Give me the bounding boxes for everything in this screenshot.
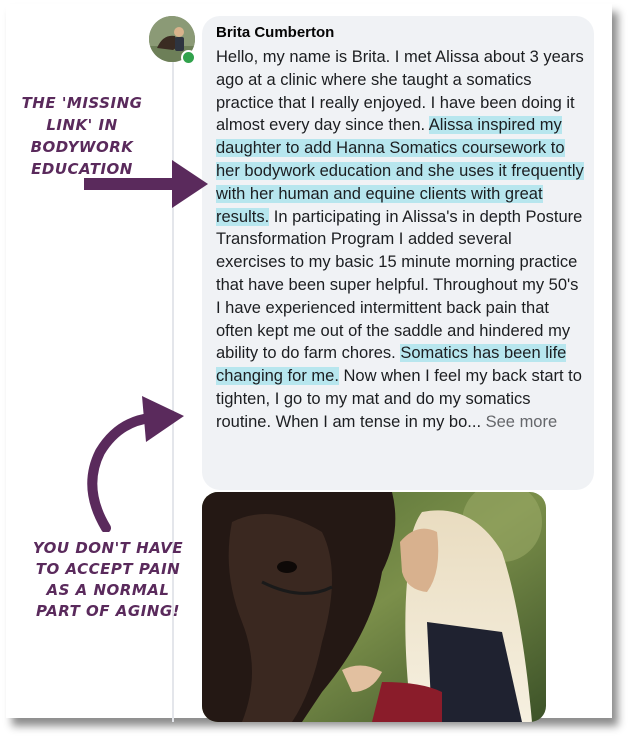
highlighted-quote-life-changing: Somatics has been life changing for me. [216, 344, 567, 386]
curved-arrow-icon [80, 392, 190, 532]
annotation-accept-pain: YOU DON'T HAVE TO ACCEPT PAIN AS A NORMAL PART OF AGING! [32, 539, 184, 620]
highlighted-quote-daughter: Alissa inspired my daughter to add Hanna Somatics coursework to her bodywork education and she uses it frequently with her human and equine clients with great results. [216, 116, 584, 226]
woman-with-horse-photo-icon [202, 492, 546, 722]
see-more-link[interactable]: See more [485, 412, 558, 431]
comment-text-part-3: Now when I feel my back start to tighten, I go to my mat and do my somatics routine. When I am tense in my bo... [216, 367, 582, 431]
online-status-dot [181, 50, 196, 65]
comment-text-part-2: In participating in Alissa's in depth Posture Transformation Program I added several exercises to my basic 15 minute morning practice that have been super helpful. Throughout my 50's I have experienced intermittent back pain that often kept me out of the saddle and hindered my ability to do farm chores. [216, 207, 583, 363]
comment-text-part-1: Hello, my name is Brita. I met Alissa about 3 years ago at a clinic where she taught a somatics practice that I really enjoyed. I have been doing it almost every day since then. [216, 48, 584, 135]
comment-text [216, 46, 584, 434]
annotation-missing-link: THE 'MISSING LINK' IN BODYWORK EDUCATION [21, 94, 143, 178]
comment-author[interactable]: Brita Cumberton [216, 24, 335, 41]
comment-photo[interactable] [202, 492, 546, 722]
